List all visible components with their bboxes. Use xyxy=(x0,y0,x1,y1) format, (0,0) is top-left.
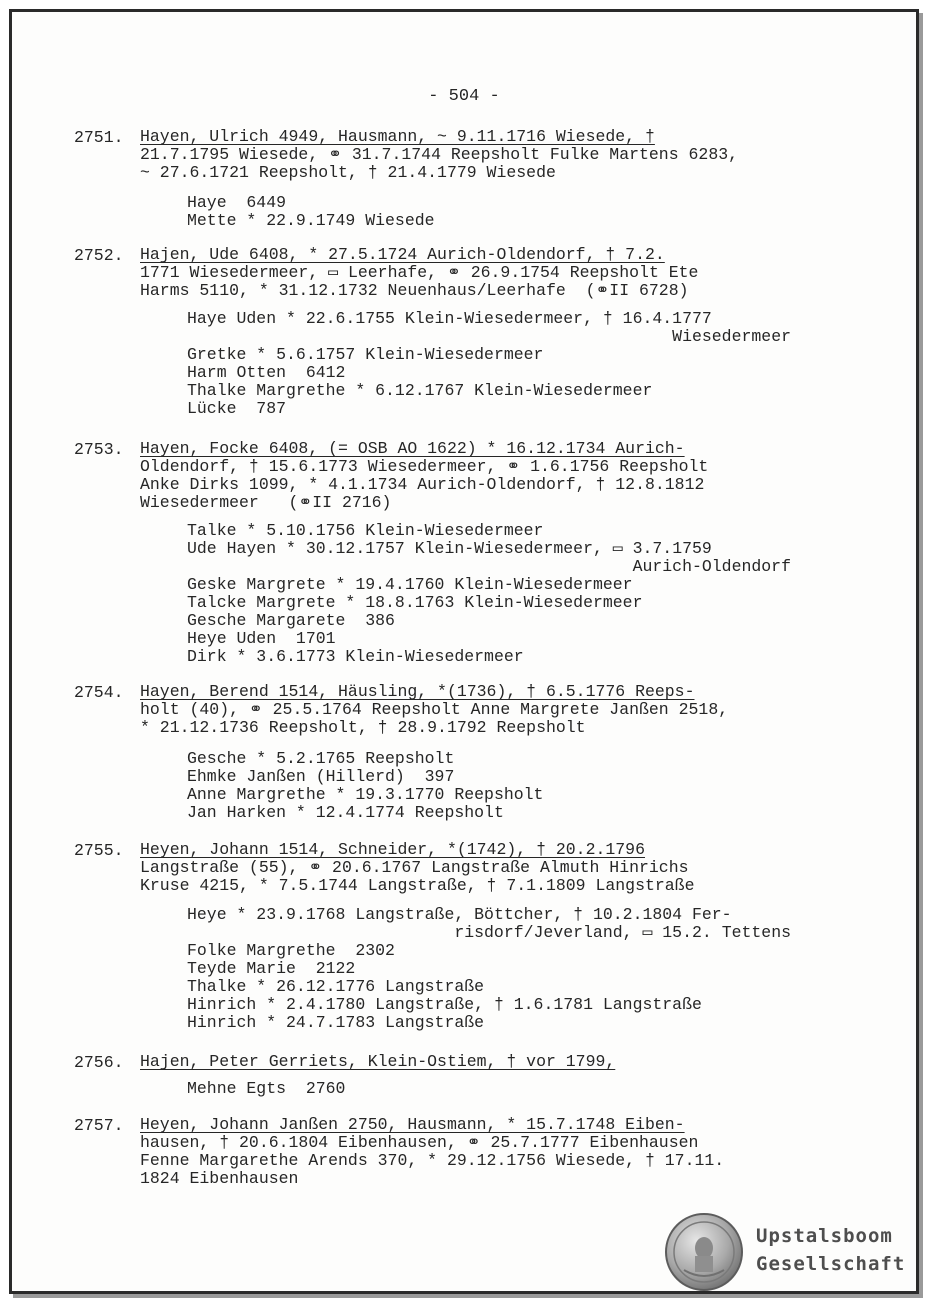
entry-line: Heyen, Johann 1514, Schneider, *(1742), † 20.2.1796 xyxy=(140,840,645,859)
child-line: Gretke * 5.6.1757 Klein-Wiesedermeer xyxy=(187,345,544,364)
child-line: Aurich-Oldendorf xyxy=(632,557,791,576)
entry-number: 2755. xyxy=(74,841,124,860)
children-list xyxy=(187,750,827,822)
entry-line: 21.7.1795 Wiesede, ⚭ 31.7.1744 Reepsholt Fulke Martens 6283, xyxy=(140,145,739,164)
child-line: Lücke 787 xyxy=(187,399,287,418)
child-line: Talke * 5.10.1756 Klein-Wiesedermeer xyxy=(187,521,544,540)
child-line: Haye 6449 xyxy=(187,193,287,212)
child-line: Anne Margrethe * 19.3.1770 Reepsholt xyxy=(187,785,544,804)
entry-line: Harms 5110, * 31.12.1732 Neuenhaus/Leerhafe (⚭II 6728) xyxy=(140,281,689,300)
entry-line: Oldendorf, † 15.6.1773 Wiesedermeer, ⚭ 1.6.1756 Reepsholt xyxy=(140,457,709,476)
child-line: Thalke Margrethe * 6.12.1767 Klein-Wiesedermeer xyxy=(187,381,653,400)
entry-line: 1771 Wiesedermeer, ▭ Leerhafe, ⚭ 26.9.1754 Reepsholt Ete xyxy=(140,263,699,282)
entry-line: Kruse 4215, * 7.5.1744 Langstraße, † 7.1.1809 Langstraße xyxy=(140,876,695,895)
entry-line: Hayen, Berend 1514, Häusling, *(1736), † 6.5.1776 Reeps- xyxy=(140,682,695,701)
entry-line: 1824 Eibenhausen xyxy=(140,1169,299,1188)
entry-text xyxy=(140,246,820,300)
entry-line: ~ 27.6.1721 Reepsholt, † 21.4.1779 Wiesede xyxy=(140,163,556,182)
document-page xyxy=(9,9,919,1294)
child-line: Talcke Margrete * 18.8.1763 Klein-Wiesedermeer xyxy=(187,593,643,612)
child-line: Geske Margrete * 19.4.1760 Klein-Wiesedermeer xyxy=(187,575,633,594)
entries-list xyxy=(12,12,916,1291)
entry-number: 2752. xyxy=(74,246,124,265)
society-logo xyxy=(664,1212,906,1294)
entry-text xyxy=(140,128,820,182)
entry-number: 2753. xyxy=(74,440,124,459)
child-line: Haye Uden * 22.6.1755 Klein-Wiesedermeer, † 16.4.1777 xyxy=(187,309,712,328)
seal-icon xyxy=(664,1212,744,1292)
logo-line-2: Gesellschaft xyxy=(756,1253,906,1275)
children-list xyxy=(187,906,827,1032)
entry-line: Fenne Margarethe Arends 370, * 29.12.1756 Wiesede, † 17.11. xyxy=(140,1151,725,1170)
child-line: Ehmke Janßen (Hillerd) 397 xyxy=(187,767,455,786)
children-list xyxy=(187,194,827,230)
entry-text xyxy=(140,1116,820,1188)
child-line: Wiesedermeer xyxy=(672,327,791,346)
child-line: Heye * 23.9.1768 Langstraße, Böttcher, † 10.2.1804 Fer- xyxy=(187,905,732,924)
entry-line: Langstraße (55), ⚭ 20.6.1767 Langstraße Almuth Hinrichs xyxy=(140,858,689,877)
child-line: Heye Uden 1701 xyxy=(187,629,336,648)
entry-text xyxy=(140,1053,820,1071)
page-number: - 504 - xyxy=(428,87,500,106)
entry-line: * 21.12.1736 Reepsholt, † 28.9.1792 Reepsholt xyxy=(140,718,586,737)
entry-line: Hayen, Ulrich 4949, Hausmann, ~ 9.11.1716 Wiesede, † xyxy=(140,127,655,146)
entry-line: Anke Dirks 1099, * 4.1.1734 Aurich-Oldendorf, † 12.8.1812 xyxy=(140,475,705,494)
entry-number: 2751. xyxy=(74,128,124,147)
entry-number: 2757. xyxy=(74,1116,124,1135)
child-line: Harm Otten 6412 xyxy=(187,363,346,382)
child-line: Hinrich * 2.4.1780 Langstraße, † 1.6.1781 Langstraße xyxy=(187,995,702,1014)
logo-line-1: Upstalsboom xyxy=(756,1225,893,1247)
child-line: Mette * 22.9.1749 Wiesede xyxy=(187,211,435,230)
child-line: Hinrich * 24.7.1783 Langstraße xyxy=(187,1013,485,1032)
entry-line: Hajen, Peter Gerriets, Klein-Ostiem, † vor 1799, xyxy=(140,1052,616,1071)
child-line: Ude Hayen * 30.12.1757 Klein-Wiesedermeer, ▭ 3.7.1759 xyxy=(187,539,712,558)
child-line: Jan Harken * 12.4.1774 Reepsholt xyxy=(187,803,504,822)
entry-line: Wiesedermeer (⚭II 2716) xyxy=(140,493,392,512)
children-list xyxy=(187,310,827,418)
child-line: Gesche Margarete 386 xyxy=(187,611,395,630)
child-line: risdorf/Jeverland, ▭ 15.2. Tettens xyxy=(454,923,791,942)
entry-line: Hayen, Focke 6408, (= OSB AO 1622) * 16.12.1734 Aurich- xyxy=(140,439,685,458)
child-line: Thalke * 26.12.1776 Langstraße xyxy=(187,977,485,996)
entry-number: 2754. xyxy=(74,683,124,702)
entry-line: Hajen, Ude 6408, * 27.5.1724 Aurich-Oldendorf, † 7.2. xyxy=(140,245,665,264)
entry-line: hausen, † 20.6.1804 Eibenhausen, ⚭ 25.7.1777 Eibenhausen xyxy=(140,1133,699,1152)
child-line: Gesche * 5.2.1765 Reepsholt xyxy=(187,749,455,768)
entry-text xyxy=(140,841,820,895)
children-list xyxy=(187,522,827,666)
child-line: Folke Margrethe 2302 xyxy=(187,941,395,960)
entry-line: Heyen, Johann Janßen 2750, Hausmann, * 15.7.1748 Eiben- xyxy=(140,1115,685,1134)
child-line: Dirk * 3.6.1773 Klein-Wiesedermeer xyxy=(187,647,524,666)
entry-text xyxy=(140,440,820,512)
child-line: Teyde Marie 2122 xyxy=(187,959,356,978)
entry-number: 2756. xyxy=(74,1053,124,1072)
entry-line: holt (40), ⚭ 25.5.1764 Reepsholt Anne Margrete Janßen 2518, xyxy=(140,700,729,719)
child-line: Mehne Egts 2760 xyxy=(187,1079,346,1098)
children-list xyxy=(187,1080,827,1098)
entry-text xyxy=(140,683,820,737)
